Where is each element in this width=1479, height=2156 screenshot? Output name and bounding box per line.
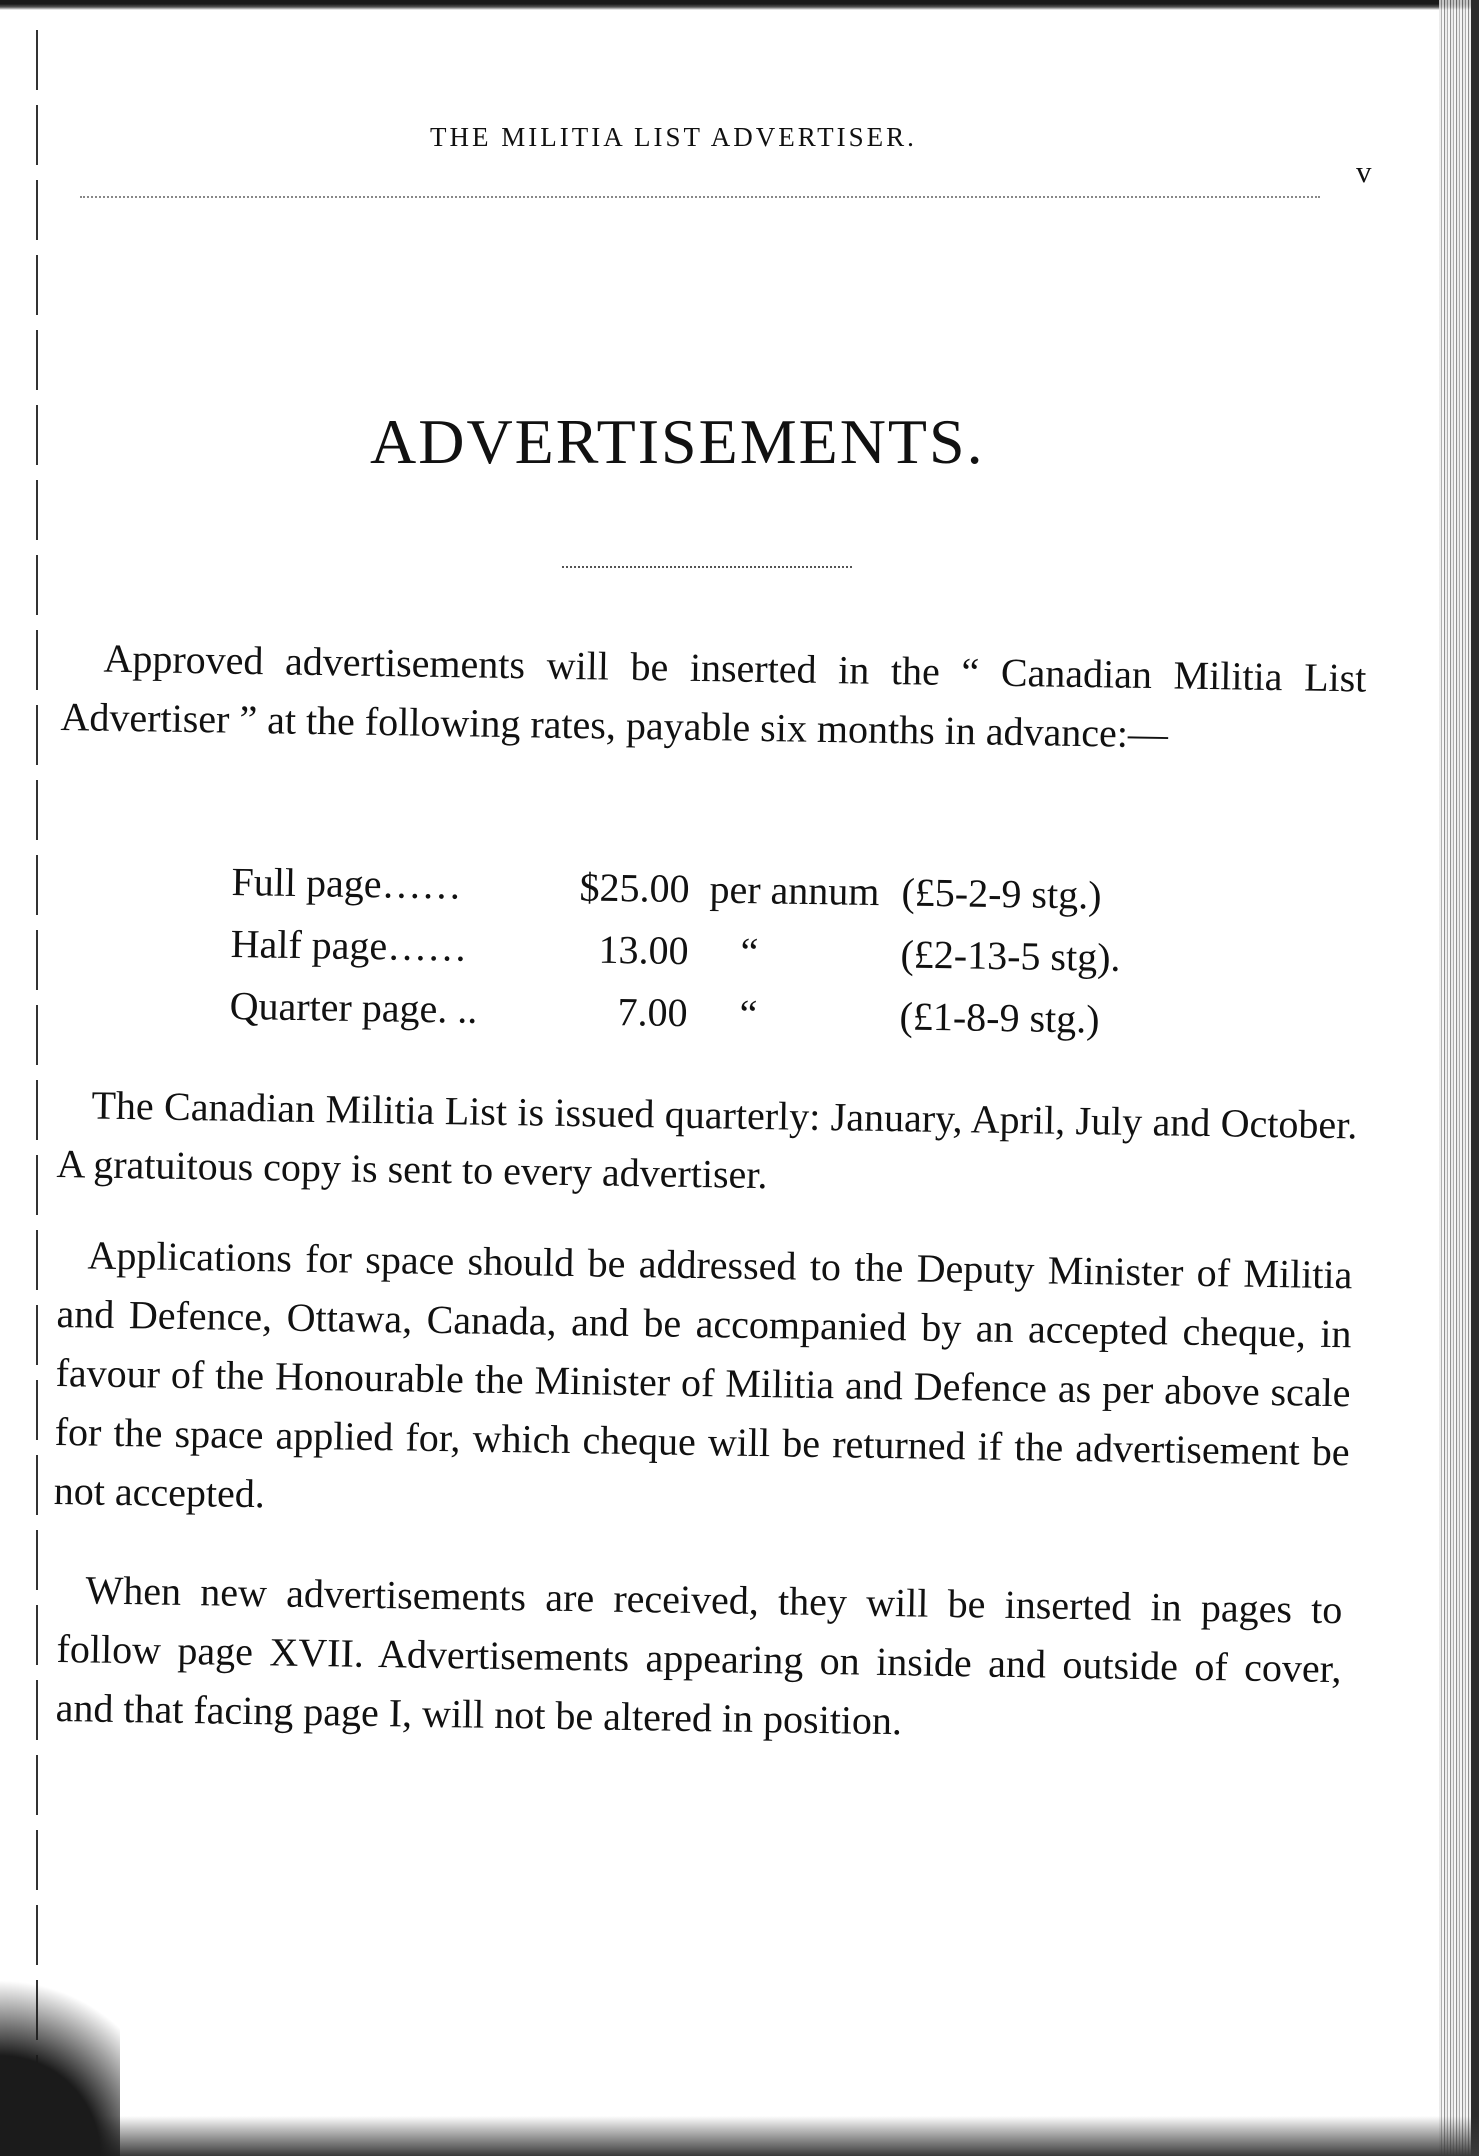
rate-label: Half page…… [230, 920, 468, 970]
issue-paragraph: The Canadian Militia List is issued quarterly: January, April, July and October. A gratuitous copy is sent to every advertiser. [56, 1082, 1358, 1198]
rate-amount: $25.00 [579, 864, 690, 912]
page-title: ADVERTISEMENTS. [370, 406, 985, 477]
rate-period: “ [739, 990, 758, 1037]
scan-right-border [1471, 0, 1479, 2156]
page-curl-shadow [0, 1936, 120, 2156]
header-rule [80, 196, 1320, 198]
page-number: v [1356, 154, 1372, 189]
rate-label: Quarter page. .. [229, 982, 478, 1032]
rate-amount: 7.00 [617, 989, 688, 1036]
rate-period: “ [740, 929, 759, 975]
rate-sterling: (£5-2-9 stg.) [901, 869, 1102, 918]
intro-paragraph: Approved advertisements will be inserted in the “ Canadian Militia List Advertiser ” at the following rates, payable six months in advance:— [60, 635, 1367, 757]
rate-period: per annum [709, 866, 880, 915]
left-gutter-line [36, 30, 38, 2090]
rate-sterling: (£2-13-5 stg). [900, 931, 1121, 980]
rate-amount: 13.00 [598, 926, 689, 974]
scan-bottom-shadow [0, 2116, 1479, 2156]
rate-label: Full page…… [231, 858, 462, 908]
applications-paragraph: Applications for space should be addressed to the Deputy Minister of Militia and Defence, Ottawa, Canada, and be accompanied by an accepted cheque, in favour of the Honourable the Minister of Militia and Defence as per above scale for the space applied for, which cheque will be returned if the advertisement be not accepted. [53, 1232, 1353, 1517]
rate-sterling: (£1-8-9 stg.) [899, 993, 1100, 1042]
rates-table [229, 858, 1212, 1059]
title-rule [562, 566, 852, 568]
running-head: THE MILITIA LIST ADVERTISER. [430, 122, 917, 152]
new-ads-paragraph: When new advertisements are received, they will be inserted in pages to follow page XVII. Advertisements appearing on inside and outside of cover, and that facing page I, will not be altered in position. [55, 1567, 1343, 1744]
scan-top-edge [0, 0, 1479, 10]
